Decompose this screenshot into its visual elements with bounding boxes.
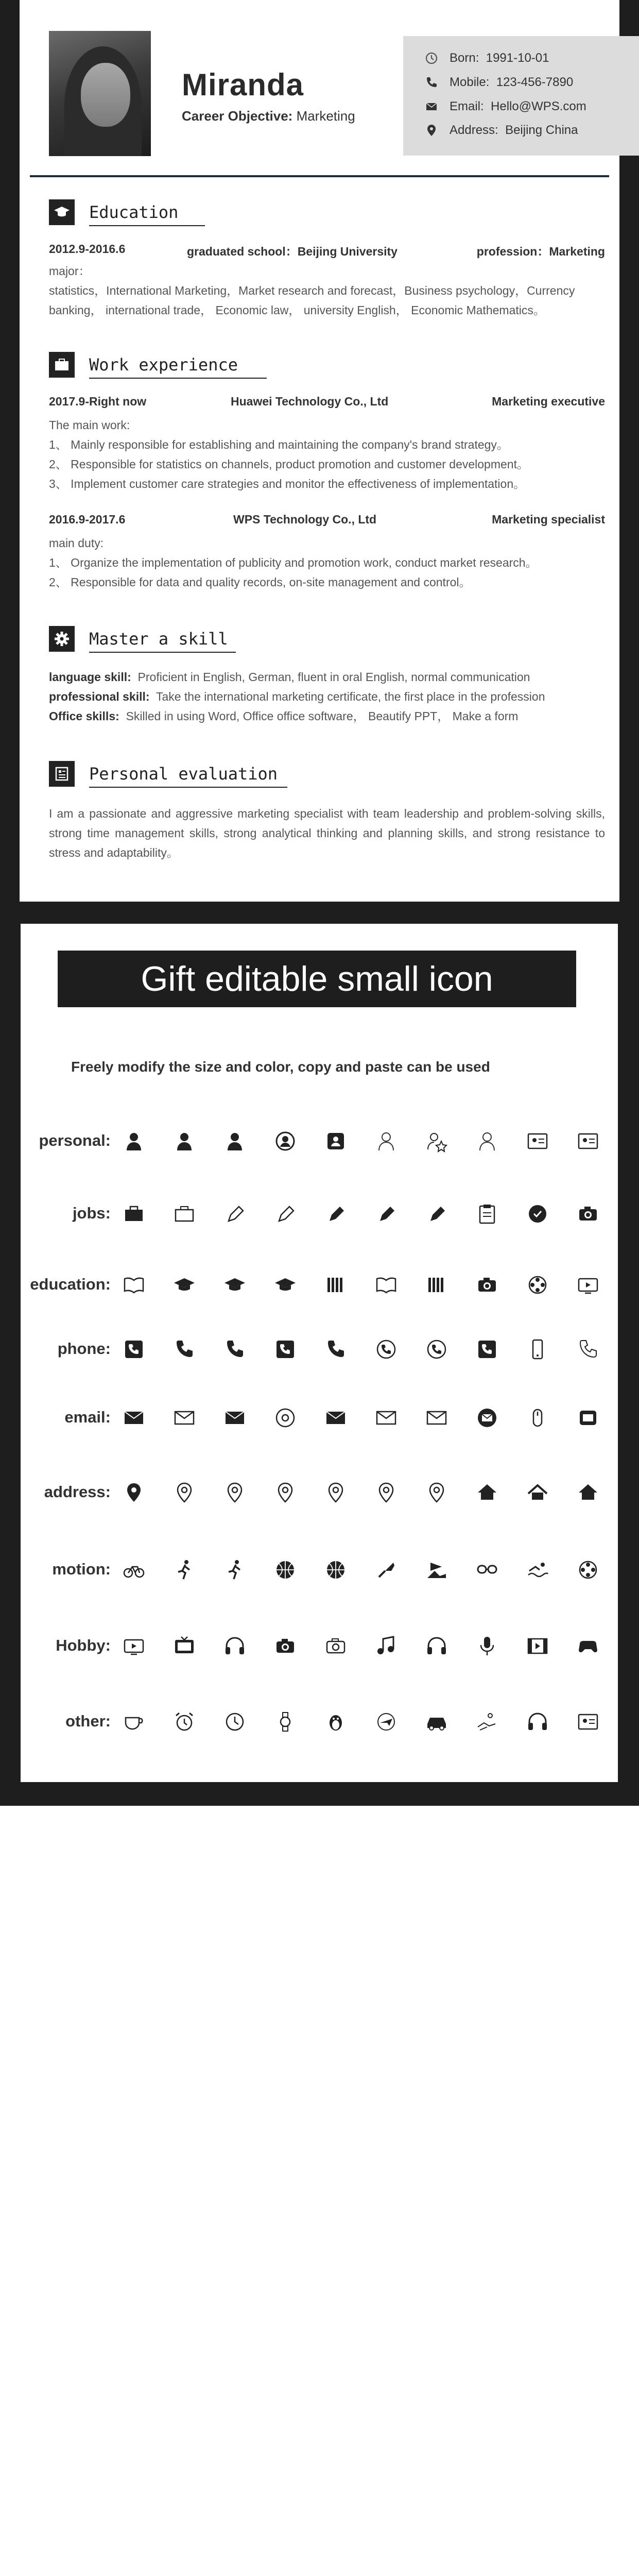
skill-professional: professional skill: Take the international marketing certificate, the first place in the profession [49,690,545,703]
bicycle-icon[interactable] [120,1556,148,1584]
skill-language: language skill: Proficient in English, German, fluent in oral English, normal communication [49,670,530,684]
mountain-flag-icon[interactable] [423,1556,451,1584]
work-company: WPS Technology Co., Ltd [233,513,377,526]
user-outline-icon[interactable] [372,1127,400,1155]
at-circle-icon[interactable] [271,1404,299,1432]
user-edit-icon[interactable] [473,1127,501,1155]
work-company: Huawei Technology Co., Ltd [231,395,389,408]
phone-box-icon[interactable] [271,1335,299,1363]
objective-label: Career Objective: [182,108,293,124]
section-underline [89,652,236,653]
resume-page [20,0,619,902]
skiing-icon[interactable] [170,1556,198,1584]
envelope-outline-icon[interactable] [170,1404,198,1432]
work-date: 2017.9-Right now [49,395,147,408]
mouse-icon[interactable] [524,1404,551,1432]
graduation-cap-icon[interactable] [271,1271,299,1299]
airplane-icon[interactable] [372,1708,400,1736]
reading-icon[interactable] [473,1708,501,1736]
envelope-icon [424,99,439,114]
graduation-cap-icon[interactable] [170,1271,198,1299]
section-title-education: Education [89,202,179,222]
clock-icon[interactable] [221,1708,249,1736]
envelope-icon[interactable] [221,1404,249,1432]
watch-icon[interactable] [271,1708,299,1736]
pen-icon[interactable] [271,1200,299,1228]
mail-send-icon[interactable] [120,1404,148,1432]
graduation-cap-icon[interactable] [221,1271,249,1299]
evaluation-text: I am a passionate and aggressive marketing specialist with team leadership and problem-solving skills, strong time management skills, strong analytical thinking and planning skills, and strong resistance to stress and adaptability。 [49,807,605,859]
headphones-icon[interactable] [524,1708,551,1736]
contact-mobile: Mobile: 123-456-7890 [424,75,573,90]
phone-outline-icon[interactable] [574,1335,602,1363]
coffee-cup-icon[interactable] [120,1708,148,1736]
film-strip-icon[interactable] [524,1632,551,1660]
goggles-icon[interactable] [473,1556,501,1584]
contact-born: Born: 1991-10-01 [424,50,549,66]
gift-subtitle: Freely modify the size and color, copy and paste can be used [71,1059,490,1075]
person-name: Miranda [182,67,304,102]
section-underline [89,378,267,379]
soccer-icon[interactable] [271,1556,299,1584]
career-objective [182,108,355,124]
running-icon[interactable] [221,1556,249,1584]
profile-photo [49,31,151,156]
category-label: address: [44,1483,111,1501]
objective-value: Marketing [296,108,355,124]
clock-icon [424,50,439,66]
category-label: education: [30,1275,111,1293]
music-note-icon[interactable] [372,1632,400,1660]
badge-icon[interactable] [524,1200,551,1228]
section-title-evaluation: Personal evaluation [89,764,278,784]
edit-icon[interactable] [221,1200,249,1228]
home-icon[interactable] [574,1479,602,1506]
camera-video-icon[interactable] [574,1200,602,1228]
id-card-icon[interactable] [574,1127,602,1155]
phone-icon[interactable] [221,1335,249,1363]
home-icon[interactable] [473,1479,501,1506]
contact-box [403,36,639,156]
work-role: Marketing specialist [492,513,605,526]
category-label: phone: [57,1340,111,1358]
phone-circle-outline-icon[interactable] [423,1335,451,1363]
envelope-open-icon[interactable] [322,1404,350,1432]
mail-round-icon[interactable] [473,1404,501,1432]
tv-icon[interactable] [170,1632,198,1660]
contact-address: Address: Beijing China [424,123,578,138]
category-label: email: [64,1408,111,1426]
portrait-card-icon[interactable] [524,1127,551,1155]
volleyball-icon[interactable] [574,1556,602,1584]
monitor-play-icon[interactable] [574,1271,602,1299]
book-open-icon[interactable] [120,1271,148,1299]
category-label: Hobby: [56,1636,111,1654]
film-reel-icon[interactable] [524,1271,551,1299]
category-label: personal: [39,1131,111,1149]
education-major [49,261,605,320]
mobile-icon[interactable] [524,1335,551,1363]
telephone-icon[interactable] [170,1335,198,1363]
user-icon[interactable] [221,1127,249,1155]
swimming-icon[interactable] [524,1556,551,1584]
map-pin-box-icon[interactable] [170,1479,198,1506]
mail-at-icon[interactable] [423,1404,451,1432]
user-icon[interactable] [170,1127,198,1155]
work-duties-2: main duty: 1、 Organize the implementation of publicity and promotion work, conduct market research。 2、 Responsible for data and quality records, on-site management and control。 [49,536,538,589]
work-duties-1: The main work: 1、 Mainly responsible for establishing and maintaining the company's brand strategy。 2、 Responsible for statistics on channels, product promotion and customer development。 3、 Implement customer care strategies and monitor the effectiveness of implementation。 [49,418,529,490]
pencil-icon[interactable] [322,1200,350,1228]
badminton-icon[interactable] [372,1556,400,1584]
user-star-icon[interactable] [423,1127,451,1155]
location-pin-icon[interactable] [120,1479,148,1506]
location-hand-icon[interactable] [322,1479,350,1506]
section-underline [89,787,287,788]
id-badge-icon[interactable] [322,1127,350,1155]
camera-icon[interactable] [271,1632,299,1660]
briefcase-icon[interactable] [120,1200,148,1228]
telephone-round-icon[interactable] [322,1335,350,1363]
clipboard-icon[interactable] [473,1200,501,1228]
gift-banner: Gift editable small icon [58,951,576,1007]
education-date: 2012.9-2016.6 [49,242,126,256]
fountain-pen-icon[interactable] [372,1200,400,1228]
phone-square-icon[interactable] [120,1335,148,1363]
phone-circle-icon[interactable] [372,1335,400,1363]
map-pin-square-icon[interactable] [423,1479,451,1506]
briefcase-icon [49,352,75,378]
map-pin-wave-icon[interactable] [372,1479,400,1506]
tv-play-icon[interactable] [120,1632,148,1660]
map-pin-outline-icon[interactable] [221,1479,249,1506]
microphone-icon[interactable] [473,1632,501,1660]
briefcase-outline-icon[interactable] [170,1200,198,1228]
penguin-icon[interactable] [322,1708,350,1736]
section-title-skill: Master a skill [89,629,228,649]
education-school: graduated school：Beijing University [187,245,398,258]
mail-box-icon[interactable] [574,1404,602,1432]
skills-list [49,667,605,726]
map-pin-icon[interactable] [271,1479,299,1506]
work-date: 2016.9-2017.6 [49,513,126,526]
major-label: major： [49,264,91,278]
envelope-outline-icon[interactable] [372,1404,400,1432]
alarm-clock-icon[interactable] [170,1708,198,1736]
skill-office: Office skills: Skilled in using Word, Office office software， Beautify PPT， Make a form [49,709,519,723]
phone-box-icon[interactable] [473,1335,501,1363]
graduation-cap-icon [49,199,75,225]
education-profession: profession：Marketing [476,245,605,258]
car-icon[interactable] [423,1708,451,1736]
section-underline [89,225,205,226]
category-label: jobs: [72,1204,111,1222]
user-icon[interactable] [120,1127,148,1155]
piano-icon[interactable] [423,1271,451,1299]
category-label: motion: [52,1560,111,1578]
header-divider [30,175,609,177]
major-text: statistics，International Marketing，Market research and forecast，Business psychology，Currency banking， international trade， Economic law， university English， Economic Mathematics。 [49,284,575,317]
contact-card-icon[interactable] [574,1708,602,1736]
document-list-icon [49,761,75,787]
headset-icon[interactable] [423,1632,451,1660]
camera-icon[interactable] [473,1271,501,1299]
section-title-work: Work experience [89,355,238,375]
basketball-icon[interactable] [322,1556,350,1584]
work-role: Marketing executive [492,395,605,408]
category-label: other: [65,1712,111,1730]
contact-email: Email: Hello@WPS.com [424,99,586,114]
books-icon[interactable] [322,1271,350,1299]
location-pin-icon [424,123,439,138]
gear-icon [49,626,75,652]
book-outline-icon[interactable] [372,1271,400,1299]
page-frame-left [0,0,20,902]
brush-icon[interactable] [423,1200,451,1228]
user-circle-icon[interactable] [271,1127,299,1155]
camera-outline-icon[interactable] [322,1632,350,1660]
phone-icon [424,75,439,90]
home-outline-icon[interactable] [524,1479,551,1506]
headphones-icon[interactable] [221,1632,249,1660]
gamepad-icon[interactable] [574,1632,602,1660]
